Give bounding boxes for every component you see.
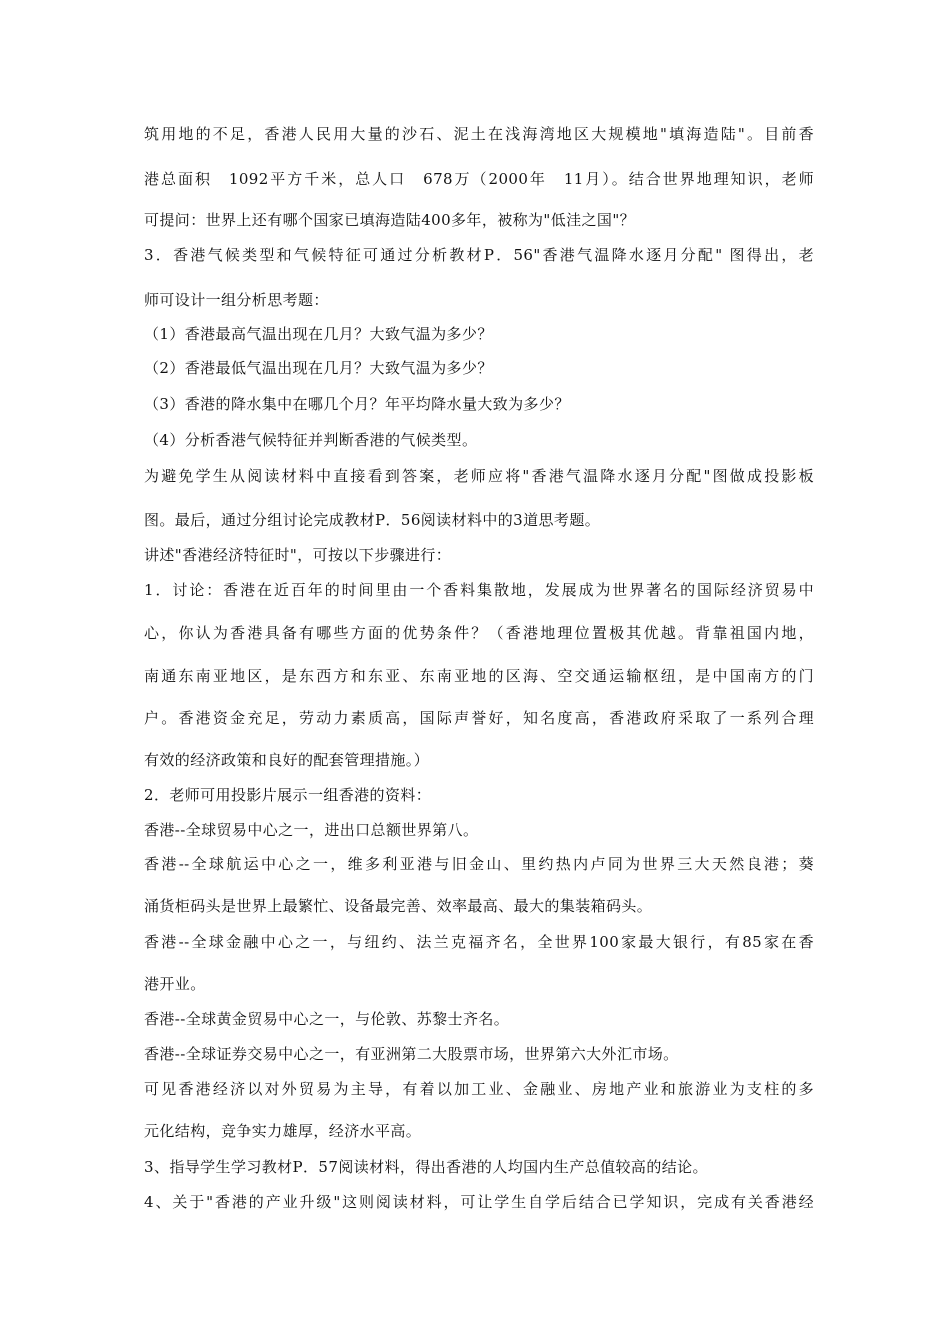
text-line: 筑用地的不足，香港人民用大量的沙石、泥土在浅海湾地区大规模地"填海造陆"。目前香 bbox=[144, 125, 814, 143]
text-line: 香港--全球航运中心之一，维多利亚港与旧金山、里约热内卢同为世界三大天然良港；葵 bbox=[144, 855, 814, 873]
text-line: 1．讨论：香港在近百年的时间里由一个香料集散地，发展成为世界著名的国际经济贸易中 bbox=[144, 581, 814, 599]
text-line: 香港--全球证券交易中心之一，有亚洲第二大股票市场，世界第六大外汇市场。 bbox=[144, 1045, 679, 1063]
text-line: （4）分析香港气候特征并判断香港的气候类型。 bbox=[144, 431, 478, 449]
text-line: 港总面积 1092平方千米，总人口 678万（2000年 11月）。结合世界地理知识，老师 bbox=[144, 170, 814, 188]
text-line: 可见香港经济以对外贸易为主导，有着以加工业、金融业、房地产业和旅游业为支柱的多 bbox=[144, 1080, 814, 1098]
text-line: 图。最后，通过分组讨论完成教材P．56阅读材料中的3道思考题。 bbox=[144, 511, 601, 529]
text-line: （1）香港最高气温出现在几月？大致气温为多少？ bbox=[144, 325, 493, 343]
text-line: 香港--全球黄金贸易中心之一，与伦敦、苏黎士齐名。 bbox=[144, 1010, 510, 1028]
text-line: 3、指导学生学习教材P．57阅读材料，得出香港的人均国内生产总值较高的结论。 bbox=[144, 1158, 708, 1176]
text-line: 4、关于"香港的产业升级"这则阅读材料，可让学生自学后结合已学知识，完成有关香港经 bbox=[144, 1193, 814, 1211]
text-line: 香港--全球贸易中心之一，进出口总额世界第八。 bbox=[144, 821, 479, 839]
text-line: 3．香港气候类型和气候特征可通过分析教材P．56"香港气温降水逐月分配" 图得出，老 bbox=[144, 246, 814, 264]
text-line: （3）香港的降水集中在哪几个月？年平均降水量大致为多少？ bbox=[144, 395, 570, 413]
text-line: 有效的经济政策和良好的配套管理措施。） bbox=[144, 751, 430, 769]
text-line: （2）香港最低气温出现在几月？大致气温为多少？ bbox=[144, 359, 493, 377]
text-line: 香港--全球金融中心之一，与纽约、法兰克福齐名，全世界100家最大银行，有85家在香 bbox=[144, 933, 814, 951]
text-line: 为避免学生从阅读材料中直接看到答案，老师应将"香港气温降水逐月分配"图做成投影板 bbox=[144, 467, 814, 485]
text-line: 南通东南亚地区，是东西方和东亚、东南亚地的区海、空交通运输枢纽，是中国南方的门 bbox=[144, 667, 814, 685]
text-line: 户。香港资金充足，劳动力素质高，国际声誉好，知名度高，香港政府采取了一系列合理 bbox=[144, 709, 814, 727]
text-line: 讲述"香港经济特征时"，可按以下步骤进行： bbox=[144, 546, 452, 564]
text-line: 师可设计一组分析思考题： bbox=[144, 291, 329, 309]
text-line: 涌货柜码头是世界上最繁忙、设备最完善、效率最高、最大的集装箱码头。 bbox=[144, 897, 653, 915]
text-line: 港开业。 bbox=[144, 975, 206, 993]
text-line: 心，你认为香港具备有哪些方面的优势条件？（香港地理位置极其优越。背靠祖国内地， bbox=[144, 624, 814, 642]
text-line: 可提问：世界上还有哪个国家已填海造陆400多年，被称为"低洼之国"？ bbox=[144, 211, 636, 229]
text-line: 2．老师可用投影片展示一组香港的资料： bbox=[144, 786, 432, 804]
text-line: 元化结构，竞争实力雄厚，经济水平高。 bbox=[144, 1122, 422, 1140]
